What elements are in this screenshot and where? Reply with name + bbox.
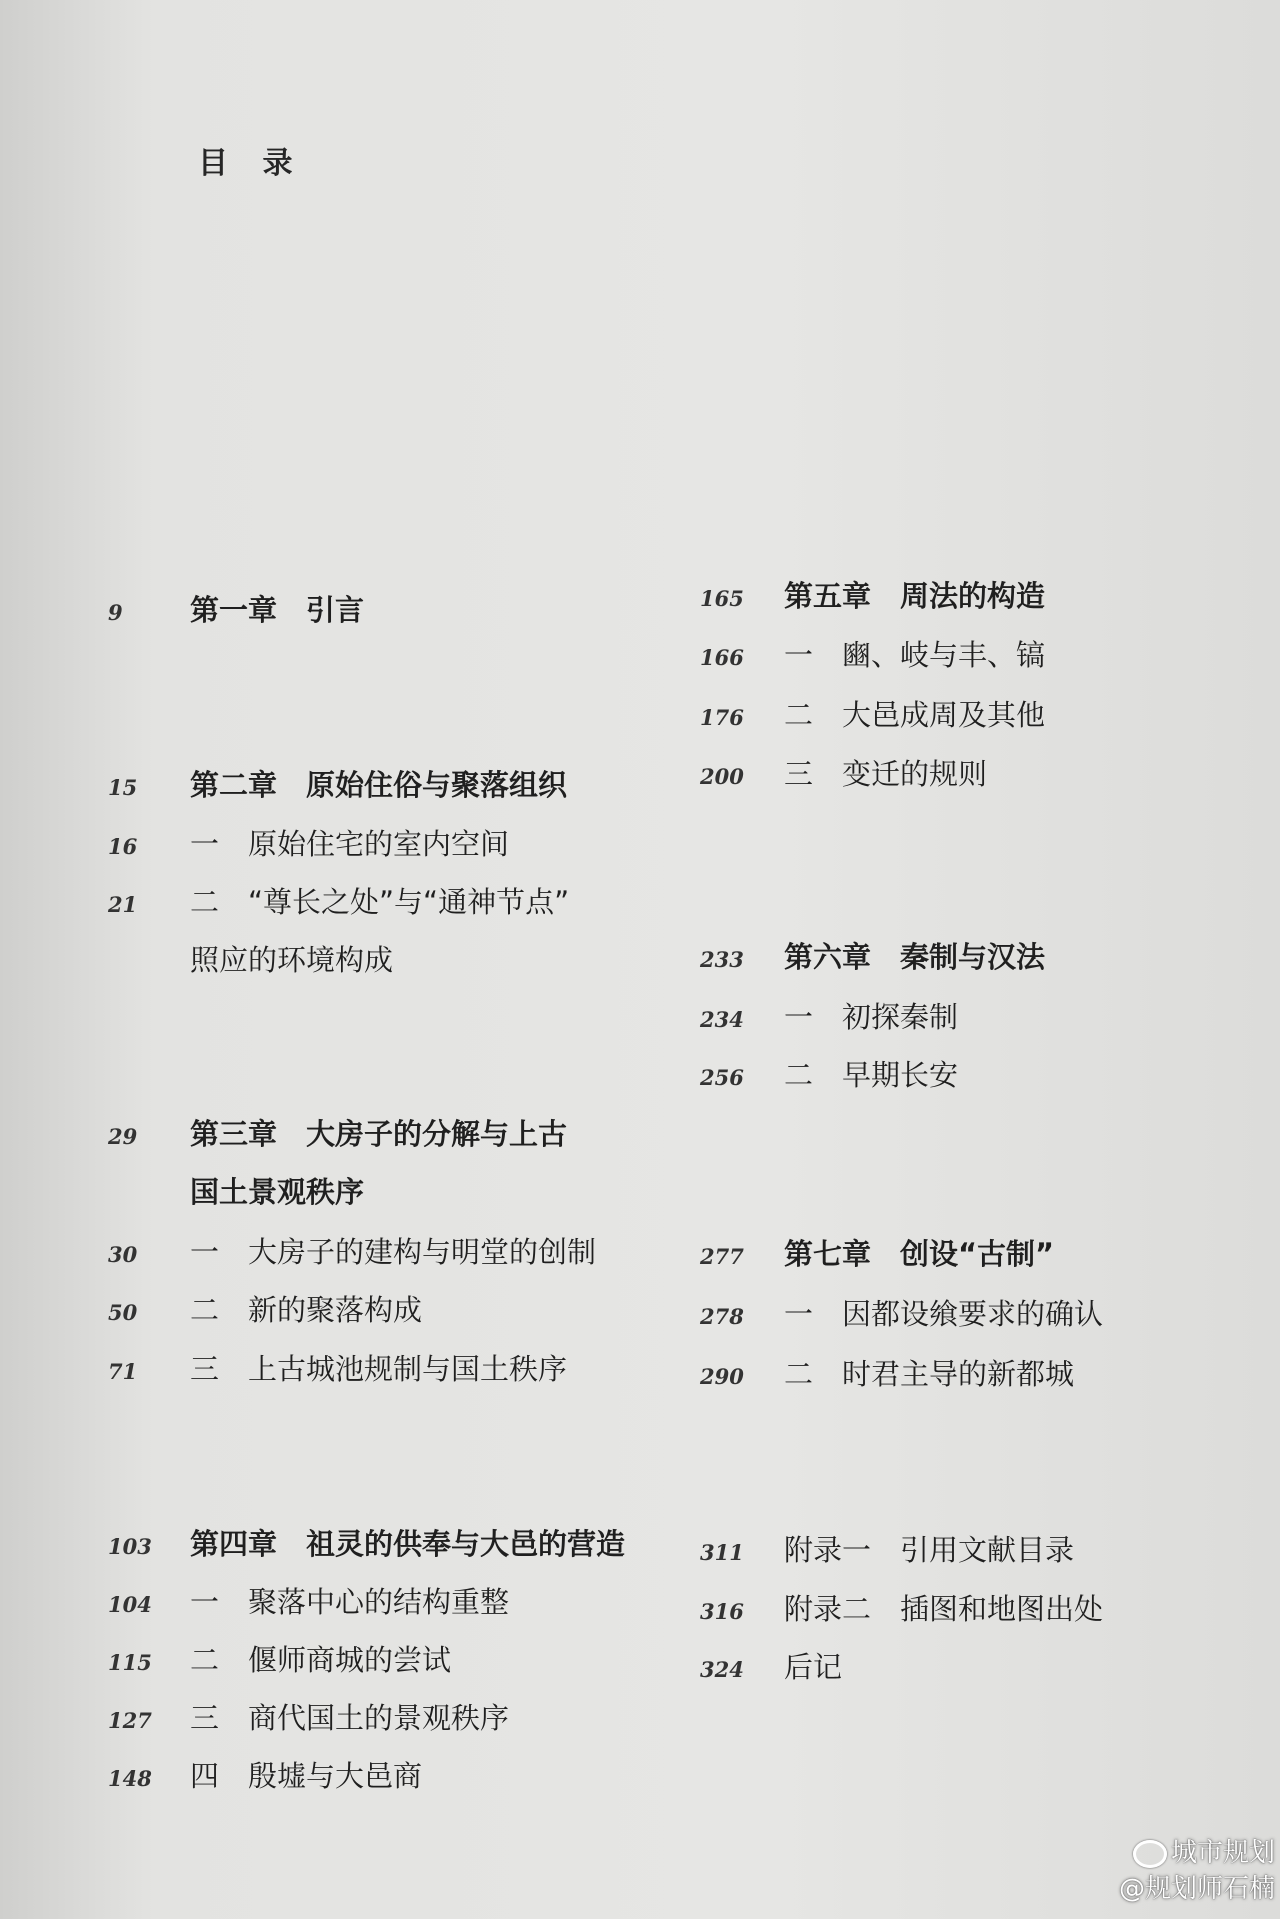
page-number: 166 [700,645,744,670]
toc-entry [108,1696,509,1737]
toc-entry [108,1112,567,1153]
toc-entry [700,935,1045,976]
toc-entry [700,995,958,1036]
watermark-line2: @规划师石楠 [1118,1874,1275,1904]
entry-title: 国土景观秩序 [190,1175,365,1209]
toc-entry [108,1580,509,1621]
toc-heading: 目 录 [198,146,305,181]
entry-title: 后记 [784,1650,843,1684]
entry-title: 一 因都设飨要求的确认 [784,1297,1104,1331]
toc-entry [108,880,569,921]
entry-title: 二 大邑成周及其他 [784,698,1046,732]
page-number: 165 [700,586,744,611]
page-number: 15 [108,775,138,800]
toc-entry [108,763,567,804]
entry-title: 四 殷墟与大邑商 [190,1759,423,1793]
entry-title: 第一章 引言 [190,593,365,627]
toc-entry [108,1288,422,1329]
page-number: 290 [700,1364,744,1389]
entry-title: 三 上古城池规制与国土秩序 [190,1352,568,1386]
page-number: 104 [108,1592,152,1617]
toc-entry [700,752,987,793]
toc-entry [700,1292,1103,1333]
page-number: 16 [108,834,138,859]
entry-title: 第七章 创设“古制” [784,1237,1055,1271]
entry-title: 第三章 大房子的分解与上古 [190,1117,568,1151]
page-number: 176 [700,705,744,730]
page-number: 9 [108,600,123,625]
page-number: 148 [108,1766,152,1791]
entry-title: 照应的环境构成 [190,943,394,977]
entry-title: 附录一 引用文献目录 [784,1533,1075,1567]
toc-entry [700,1587,1103,1628]
entry-title: 一 聚落中心的结构重整 [190,1585,510,1619]
entry-title: 二 早期长安 [784,1058,959,1092]
weibo-logo-icon [1133,1840,1167,1868]
entry-title: 第六章 秦制与汉法 [784,940,1046,974]
toc-entry-continuation [190,938,393,979]
entry-title: 二 偃师商城的尝试 [190,1643,452,1677]
page-number: 115 [108,1650,152,1675]
entry-title: 三 变迁的规则 [784,757,988,791]
page-number: 103 [108,1534,152,1559]
toc-entry [700,633,1045,674]
toc-entry [700,1528,1074,1569]
toc-entry [700,574,1045,615]
toc-entry [700,1053,958,1094]
page-number: 324 [700,1657,744,1682]
page-number: 234 [700,1007,744,1032]
page-number: 21 [108,892,138,917]
page-number: 278 [700,1304,744,1329]
page-number: 71 [108,1359,138,1384]
toc-entry [108,1347,567,1388]
entry-title: 一 初探秦制 [784,1000,959,1034]
toc-entry [700,1352,1074,1393]
page-number: 50 [108,1300,138,1325]
page-number: 256 [700,1065,744,1090]
entry-title: 第四章 祖灵的供奉与大邑的营造 [190,1527,626,1561]
page-number: 29 [108,1124,138,1149]
page-number: 200 [700,764,744,789]
toc-entry [108,1522,625,1563]
page-number: 277 [700,1244,744,1269]
entry-title: 一 豳、岐与丰、镐 [784,638,1046,672]
entry-title: 第二章 原始住俗与聚落组织 [190,768,568,802]
toc-entry [700,693,1045,734]
weibo-watermark [1075,1835,1275,1907]
entry-title: 二 “尊长之处”与“通神节点” [190,885,570,919]
toc-entry [108,1638,451,1679]
page-number: 30 [108,1242,138,1267]
toc-entry [108,822,509,863]
page-number: 233 [700,947,744,972]
page-number: 311 [700,1540,744,1565]
entry-title: 第五章 周法的构造 [784,579,1046,613]
entry-title: 一 大房子的建构与明堂的创制 [190,1235,597,1269]
watermark-line1: 城市规划 [1075,1835,1275,1871]
entry-title: 二 时君主导的新都城 [784,1357,1075,1391]
page-number: 127 [108,1708,152,1733]
toc-entry [700,1645,842,1686]
entry-title: 三 商代国土的景观秩序 [190,1701,510,1735]
page-number: 316 [700,1599,744,1624]
toc-entry [108,1230,596,1271]
toc-entry [108,1754,422,1795]
toc-entry-continuation [190,1170,364,1211]
entry-title: 二 新的聚落构成 [190,1293,423,1327]
entry-title: 一 原始住宅的室内空间 [190,827,510,861]
toc-entry [108,588,364,629]
toc-entry [700,1232,1054,1273]
entry-title: 附录二 插图和地图出处 [784,1592,1104,1626]
